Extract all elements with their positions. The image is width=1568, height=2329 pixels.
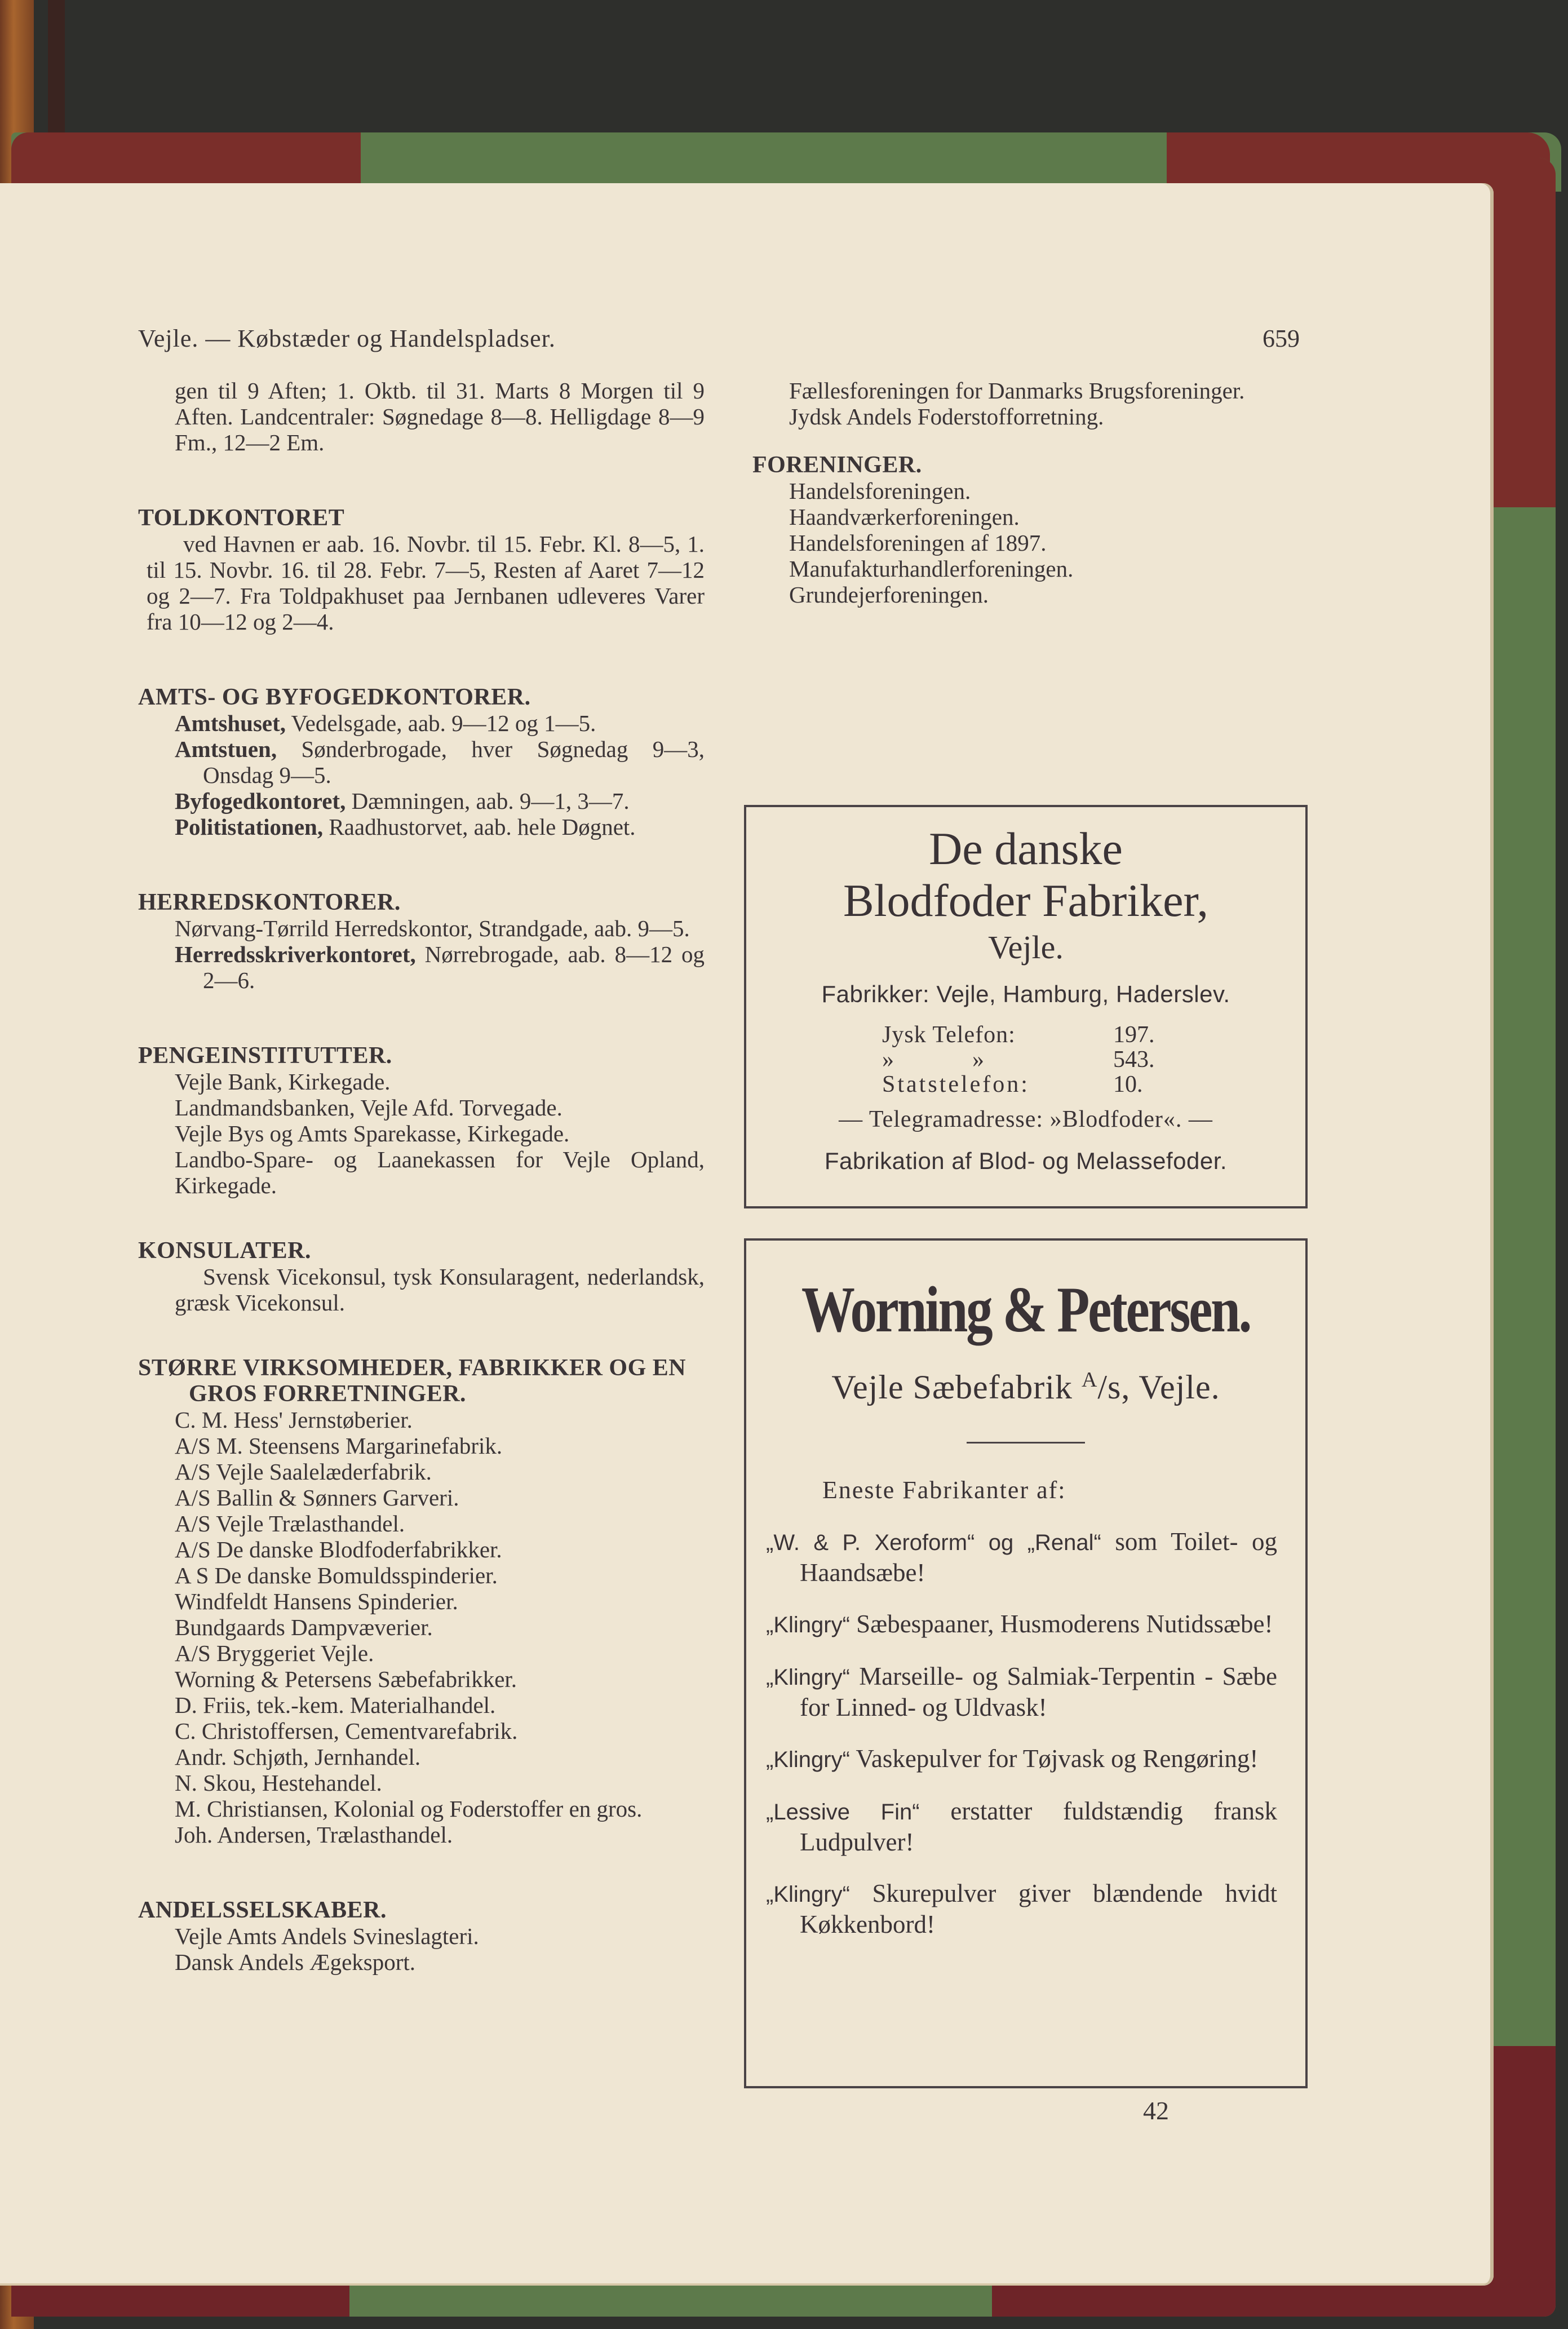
- entry-text: Sønderbrogade, hver Søgnedag 9—3, Onsdag 9—5.: [203, 736, 705, 788]
- list-item: Joh. Andersen, Trælasthandel.: [175, 1822, 453, 1848]
- list-item: A/S M. Steensens Margarinefabrik.: [175, 1433, 503, 1459]
- phone-number: 197.: [1113, 1022, 1155, 1048]
- list-item: Haandværkerforeningen.: [789, 504, 1020, 530]
- entry-name: Amtstuen,: [175, 736, 277, 762]
- ad-title-city: Vejle.: [988, 929, 1064, 966]
- entry-text: Raadhustorvet, aab. hele Døgnet.: [323, 814, 636, 840]
- entry-text: Nørvang-Tørrild Herredskontor, Strandgade, aab. 9—5.: [175, 915, 690, 941]
- product-item: [766, 1796, 1277, 1857]
- list-item: Vejle Amts Andels Svineslagteri.: [175, 1923, 479, 1949]
- entry-text: Vedelsgade, aab. 9—12 og 1—5.: [286, 710, 596, 736]
- section-heading: PENGEINSTITUTTER.: [138, 1043, 392, 1069]
- divider-rule: [967, 1442, 1085, 1444]
- entry-name: Byfogedkontoret,: [175, 788, 346, 814]
- list-item: M. Christiansen, Kolonial og Foderstoffer en gros.: [175, 1796, 643, 1822]
- product-item: [766, 1527, 1277, 1588]
- product-item: [766, 1662, 1277, 1723]
- entry: [138, 736, 705, 788]
- section-toldkontoret: [138, 505, 705, 635]
- product-brand: „Klingry“: [766, 1665, 850, 1690]
- entry: [138, 814, 705, 840]
- phone-label: Jysk Telefon:: [882, 1022, 1016, 1048]
- list-item: Dansk Andels Ægeksport.: [175, 1949, 416, 1975]
- entry-name: Amtshuset,: [175, 710, 286, 736]
- list-item: A/S Vejle Saalelæderfabrik.: [175, 1459, 432, 1485]
- product-item: [766, 1879, 1277, 1940]
- phone-label: Statstelefon:: [882, 1071, 1030, 1097]
- phone-number: 543.: [1113, 1047, 1155, 1073]
- product-list: [746, 1527, 1305, 1940]
- leather-corner-right-top: [1488, 158, 1556, 507]
- section-herredskontorer: [138, 889, 705, 993]
- entry: [138, 941, 705, 993]
- right-column: [752, 378, 1308, 608]
- section-heading: FORENINGER.: [752, 452, 922, 478]
- left-column: [138, 378, 705, 1975]
- section-pengeinstitutter: [138, 1043, 705, 1198]
- entry-text: Dæmningen, aab. 9—1, 3—7.: [346, 788, 630, 814]
- section-konsulater: [138, 1238, 705, 1316]
- phone-row: [746, 1022, 1305, 1047]
- ad-subtitle: [746, 1360, 1305, 1407]
- book-cover-right-edge: [1488, 158, 1556, 2311]
- list-item: Andr. Schjøth, Jernhandel.: [175, 1744, 421, 1770]
- list-item: A/S Vejle Trælasthandel.: [175, 1511, 405, 1537]
- section-amts-byfogedkontorer: [138, 684, 705, 840]
- entry: [138, 788, 705, 814]
- entry: [138, 710, 705, 736]
- product-description: som Toilet- og Haandsæbe!: [800, 1527, 1277, 1587]
- list-item: Manufakturhandlerforeningen.: [789, 556, 1074, 582]
- section-andelsselskaber: [138, 1897, 705, 1975]
- list-item: Grundejerforeningen.: [789, 582, 989, 608]
- phone-row: [746, 1072, 1305, 1097]
- product-description: erstatter fuldstændig fransk Ludpulver!: [800, 1797, 1277, 1856]
- page-number: 659: [1263, 325, 1300, 352]
- product-brand: „Lessive Fin“: [766, 1800, 920, 1825]
- entry-name: Politistationen,: [175, 814, 324, 840]
- list-item: Vejle Bank, Kirkegade.: [175, 1069, 391, 1095]
- entry-name: Herredsskriverkontoret,: [175, 941, 416, 967]
- list-item: Landmandsbanken, Vejle Afd. Torvegade.: [175, 1095, 562, 1121]
- section-heading: TOLDKONTORET: [138, 505, 345, 531]
- product-brand: „Klingry“: [766, 1747, 850, 1772]
- subtitle-text: Vejle Sæbefabrik: [831, 1369, 1082, 1406]
- list-item: D. Friis, tek.-kem. Materialhandel.: [175, 1692, 496, 1718]
- ad-title: Worning & Petersen.: [801, 1274, 1251, 1346]
- section-heading: AMTS- OG BYFOGEDKONTORER.: [138, 684, 531, 710]
- advertisement-blodfoder: [744, 805, 1308, 1208]
- section-heading: KONSULATER.: [138, 1238, 311, 1264]
- ad-factories: Fabrikker: Vejle, Hamburg, Haderslev.: [821, 981, 1230, 1007]
- section-text: ved Havnen er aab. 16. Novbr. til 15. Febr. Kl. 8—5, 1. til 15. Novbr. 16. til 28. Febr. 7—5, Resten af Aaret 7—12 og 2—7. Fra Toldpakhuset paa Jernbanen udleveres Varer fra 10—12 og 2—4.: [147, 531, 705, 635]
- product-brand: „W. & P. Xeroform“ og „Renal“: [766, 1530, 1101, 1555]
- product-description: Skurepulver giver blændende hvidt Køkkenbord!: [800, 1879, 1277, 1938]
- list-item: Worning & Petersens Sæbefabrikker.: [175, 1666, 517, 1692]
- ad-production: Fabrikation af Blod- og Melassefoder.: [824, 1148, 1228, 1174]
- entry: [138, 915, 705, 941]
- section-foreninger: [752, 452, 1308, 608]
- signature-number: 42: [1143, 2096, 1169, 2125]
- list-item: Fællesforeningen for Danmarks Brugsforeninger.: [789, 378, 1245, 404]
- product-description: Vaskepulver for Tøjvask og Rengøring!: [849, 1744, 1259, 1773]
- list-item: A S De danske Bomuldsspinderier.: [175, 1562, 498, 1588]
- list-item: Windfeldt Hansens Spinderier.: [175, 1588, 458, 1614]
- phone-row: [746, 1047, 1305, 1072]
- list-item: A/S Bryggeriet Vejle.: [175, 1640, 374, 1666]
- list-item: C. Christoffersen, Cementvarefabrik.: [175, 1718, 518, 1744]
- list-item: Vejle Bys og Amts Sparekasse, Kirkegade.: [175, 1121, 570, 1146]
- product-item: [766, 1609, 1277, 1640]
- subtitle-text: /s, Vejle.: [1097, 1369, 1220, 1406]
- section-stoerre-virksomheder: [138, 1355, 705, 1848]
- ad-phone-list: [746, 1022, 1305, 1097]
- product-brand: „Klingry“: [766, 1613, 850, 1637]
- running-head: Vejle. — Købstæder og Handelspladser.: [138, 325, 556, 352]
- entry-text: Nørrebrogade, aab. 8—12 og 2—6.: [203, 941, 705, 993]
- ad-telegram-address: — Telegramadresse: »Blodfoder«. —: [839, 1106, 1213, 1132]
- product-description: Marseille- og Salmiak-Terpentin - Sæbe for Linned- og Uldvask!: [800, 1662, 1277, 1721]
- product-item: [766, 1744, 1277, 1775]
- list-item: Landbo-Spare- og Laanekassen for Vejle Opland, Kirkegade.: [175, 1146, 705, 1198]
- phone-label: » »: [882, 1047, 985, 1073]
- ad-intro: Eneste Fabrikanter af:: [822, 1476, 1066, 1504]
- list-item: Bundgaards Dampvæverier.: [175, 1614, 433, 1640]
- section-heading: ANDELSSELSKABER.: [138, 1897, 387, 1923]
- list-item: Jydsk Andels Foderstofforretning.: [789, 404, 1104, 430]
- list-item: Handelsforeningen af 1897.: [789, 530, 1047, 556]
- subtitle-superscript: A: [1081, 1368, 1098, 1392]
- company-list: [138, 1407, 705, 1848]
- list-item: A/S De danske Blodfoderfabrikker.: [175, 1537, 502, 1562]
- phone-number: 10.: [1113, 1071, 1143, 1097]
- product-brand: „Klingry“: [766, 1882, 850, 1907]
- section-heading: HERREDSKONTORER.: [138, 889, 401, 915]
- ad-title-line2: Blodfoder Fabriker,: [843, 875, 1208, 926]
- list-item: C. M. Hess' Jernstøberier.: [175, 1407, 413, 1433]
- section-heading: STØRRE VIRKSOMHEDER, FABRIKKER OG EN GROS FORRETNINGER.: [138, 1355, 686, 1407]
- telephone-hours-continuation: gen til 9 Aften; 1. Oktb. til 31. Marts 8 Morgen til 9 Aften. Landcentraler: Søgnedage 8—8. Helligdage 8—9 Fm., 12—2 Em.: [175, 378, 705, 455]
- ad-title-line1: De danske: [929, 823, 1123, 874]
- list-item: A/S Ballin & Sønners Garveri.: [175, 1485, 459, 1511]
- list-item: Handelsforeningen.: [789, 478, 971, 504]
- list-item: N. Skou, Hestehandel.: [175, 1770, 382, 1796]
- section-text: Svensk Vicekonsul, tysk Konsularagent, nederlandsk, græsk Vicekonsul.: [175, 1264, 705, 1316]
- product-description: Sæbespaaner, Husmoderens Nutidssæbe!: [849, 1610, 1273, 1638]
- advertisement-worning-petersen: [744, 1238, 1308, 2088]
